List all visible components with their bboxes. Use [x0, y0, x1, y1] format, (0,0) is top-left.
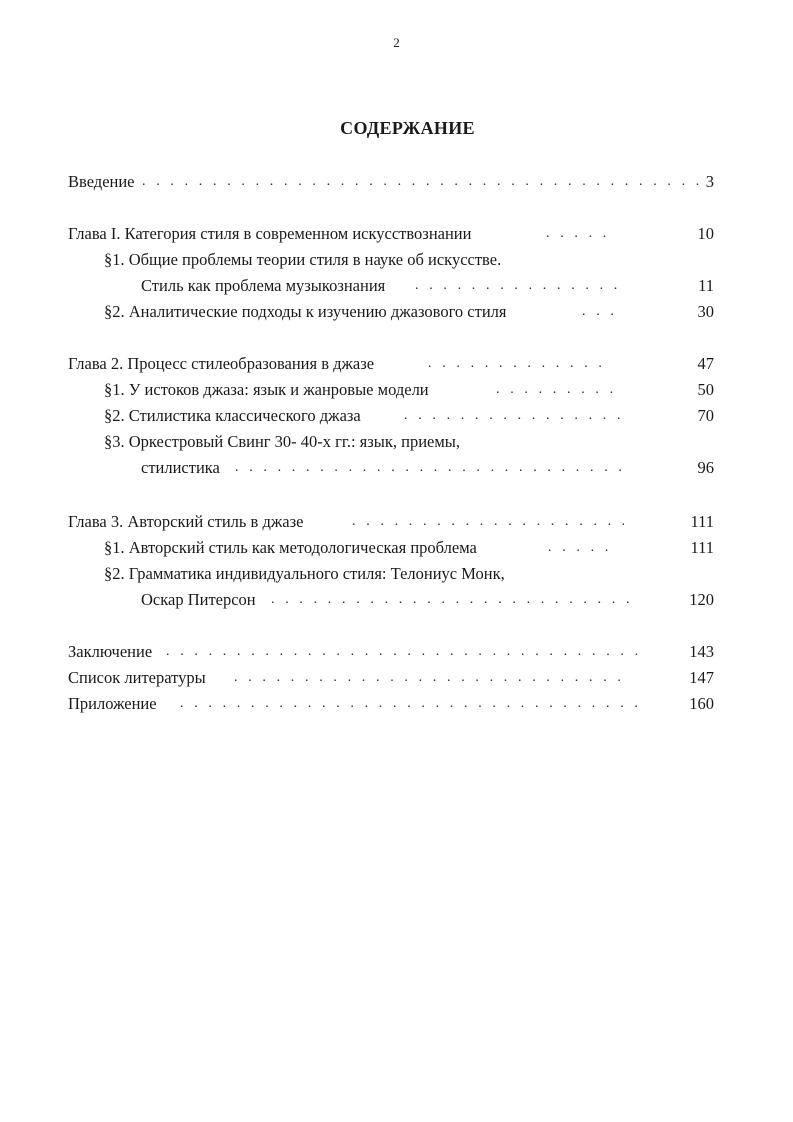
toc-entry-label: Глава 3. Авторский стиль в джазе [68, 511, 309, 533]
toc-entry-label: Стиль как проблема музыкознания [141, 275, 391, 297]
page-number: 2 [393, 35, 400, 50]
toc-entry-page: 30 [697, 302, 714, 321]
toc-entry-page: 111 [690, 512, 714, 531]
dot-leader [235, 457, 633, 479]
toc-entry-chapter-2-section-3[interactable] [141, 457, 714, 479]
toc-entry-page: 143 [689, 642, 714, 661]
toc-entry-label: §2. Стилистика классического джаза [104, 405, 367, 427]
dot-leader [546, 223, 606, 245]
toc-entry-line: §1. Общие проблемы теории стиля в науке об искусстве. [104, 250, 502, 269]
toc-entry-label: Оскар Питерсон [141, 589, 262, 611]
toc-entry-chapter-1[interactable] [68, 223, 714, 245]
toc-entry-page: 70 [697, 406, 714, 425]
toc-entry-chapter-2[interactable] [68, 353, 714, 375]
toc-entry-chapter-1-section-1[interactable] [141, 275, 714, 297]
toc-entry-line: §3. Оркестровый Свинг 30- 40-х гг.: язык, приемы, [104, 432, 461, 451]
toc-entry-appendix[interactable] [68, 693, 714, 715]
dot-leader [234, 667, 628, 689]
toc-entry-label: §1. У истоков джаза: язык и жанровые модели [104, 379, 435, 401]
toc-entry-introduction[interactable] [68, 171, 714, 193]
toc-entry-label: стилистика [141, 457, 226, 479]
page-title: СОДЕРЖАНИЕ [340, 118, 475, 138]
toc-entry-chapter-3[interactable] [68, 511, 714, 533]
dot-leader [415, 275, 627, 297]
toc-entry-page: 96 [697, 458, 714, 477]
toc-entry-page: 11 [698, 276, 714, 295]
toc-entry-page: 50 [697, 380, 714, 399]
toc-entry-conclusion[interactable] [68, 641, 714, 663]
dot-leader [180, 693, 642, 715]
dot-leader [496, 379, 622, 401]
dot-leader [352, 511, 624, 533]
toc-entry-label: Введение [68, 171, 141, 193]
toc-entry-page: 10 [697, 224, 714, 243]
toc-entry-chapter-2-section-2[interactable] [104, 405, 714, 427]
toc-entry-chapter-3-section-2[interactable] [141, 589, 714, 611]
toc-entry-line: §2. Грамматика индивидуального стиля: Телониус Монк, [104, 564, 505, 583]
dot-leader [582, 301, 622, 323]
toc-entry-label: Глава I. Категория стиля в современном искусствознании [68, 223, 477, 245]
toc-entry-label: Глава 2. Процесс стилеобразования в джазе [68, 353, 380, 375]
toc-entry-chapter-3-section-1[interactable] [104, 537, 714, 559]
dot-leader [142, 171, 708, 193]
toc-entry-page: 111 [690, 538, 714, 557]
toc-entry-label: §2. Аналитические подходы к изучению джазового стиля [104, 301, 513, 323]
dot-leader [548, 537, 618, 559]
toc-entry-page: 3 [705, 172, 714, 191]
toc-entry-chapter-1-section-2[interactable] [104, 301, 714, 323]
toc-entry-page: 160 [689, 694, 714, 713]
dot-leader [166, 641, 640, 663]
toc-entry-chapter-2-section-1[interactable] [104, 379, 714, 401]
toc-entry-page: 120 [689, 590, 714, 609]
toc-entry-label: §1. Авторский стиль как методологическая проблема [104, 537, 483, 559]
toc-entry-label: Заключение [68, 641, 158, 663]
toc-entry-label: Список литературы [68, 667, 212, 689]
toc-entry-label: Приложение [68, 693, 163, 715]
toc-entry-page: 47 [697, 354, 714, 373]
toc-entry-bibliography[interactable] [68, 667, 714, 689]
dot-leader [404, 405, 622, 427]
toc-entry-page: 147 [689, 668, 714, 687]
dot-leader [428, 353, 612, 375]
dot-leader [271, 589, 633, 611]
